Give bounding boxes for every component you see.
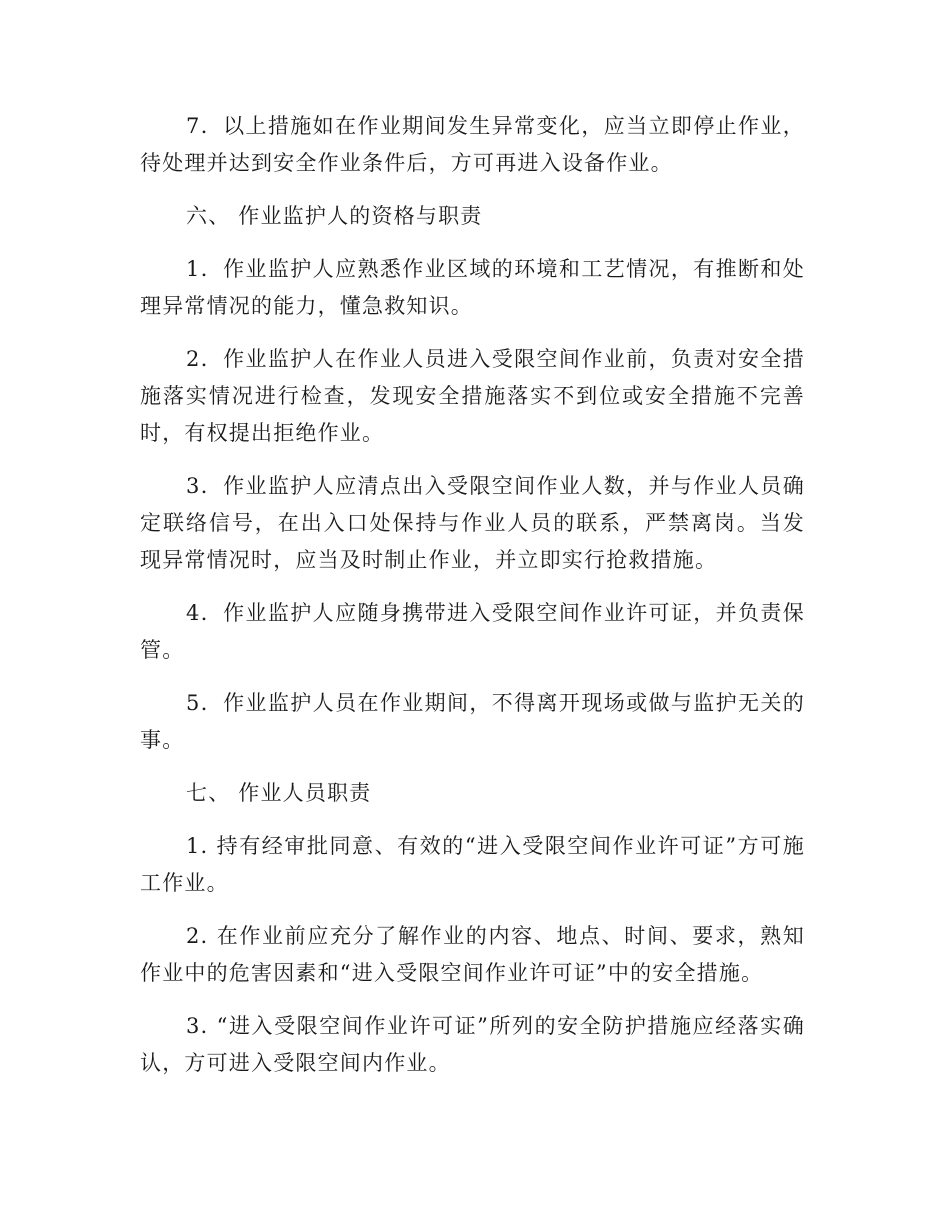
section-heading-seven: 七、 作业人员职责 bbox=[186, 781, 372, 805]
paragraph-worker-3: 3. “进入受限空间作业许可证”所列的安全防护措施应经落实确认，方可进入受限空间内作业。 bbox=[140, 1014, 805, 1075]
paragraph-supervisor-2: 2．作业监护人在作业人员进入受限空间作业前，负责对安全措施落实情况进行检查，发现安全措施落实不到位或安全措施不完善时，有权提出拒绝作业。 bbox=[140, 347, 805, 445]
document-body bbox=[140, 108, 805, 1098]
paragraph-worker-2: 2. 在作业前应充分了解作业的内容、地点、时间、要求，熟知作业中的危害因素和“进入受限空间作业许可证”中的安全措施。 bbox=[140, 924, 805, 985]
paragraph-worker-1: 1. 持有经审批同意、有效的“进入受限空间作业许可证”方可施工作业。 bbox=[140, 834, 805, 895]
paragraph-7-measures-change: 7．以上措施如在作业期间发生异常变化，应当立即停止作业，待处理并达到安全作业条件后，方可再进入设备作业。 bbox=[140, 114, 805, 175]
paragraph-supervisor-5: 5．作业监护人员在作业期间，不得离开现场或做与监护无关的事。 bbox=[140, 691, 805, 752]
paragraph-supervisor-4: 4．作业监护人应随身携带进入受限空间作业许可证，并负责保管。 bbox=[140, 601, 805, 662]
section-heading-six: 六、 作业监护人的资格与职责 bbox=[186, 204, 483, 228]
paragraph-supervisor-1: 1．作业监护人应熟悉作业区域的环境和工艺情况，有推断和处理异常情况的能力，懂急救知识。 bbox=[140, 257, 805, 318]
paragraph-supervisor-3: 3．作业监护人应清点出入受限空间作业人数，并与作业人员确定联络信号，在出入口处保持与作业人员的联系，严禁离岗。当发现异常情况时，应当及时制止作业，并立即实行抢救措施。 bbox=[140, 474, 805, 572]
